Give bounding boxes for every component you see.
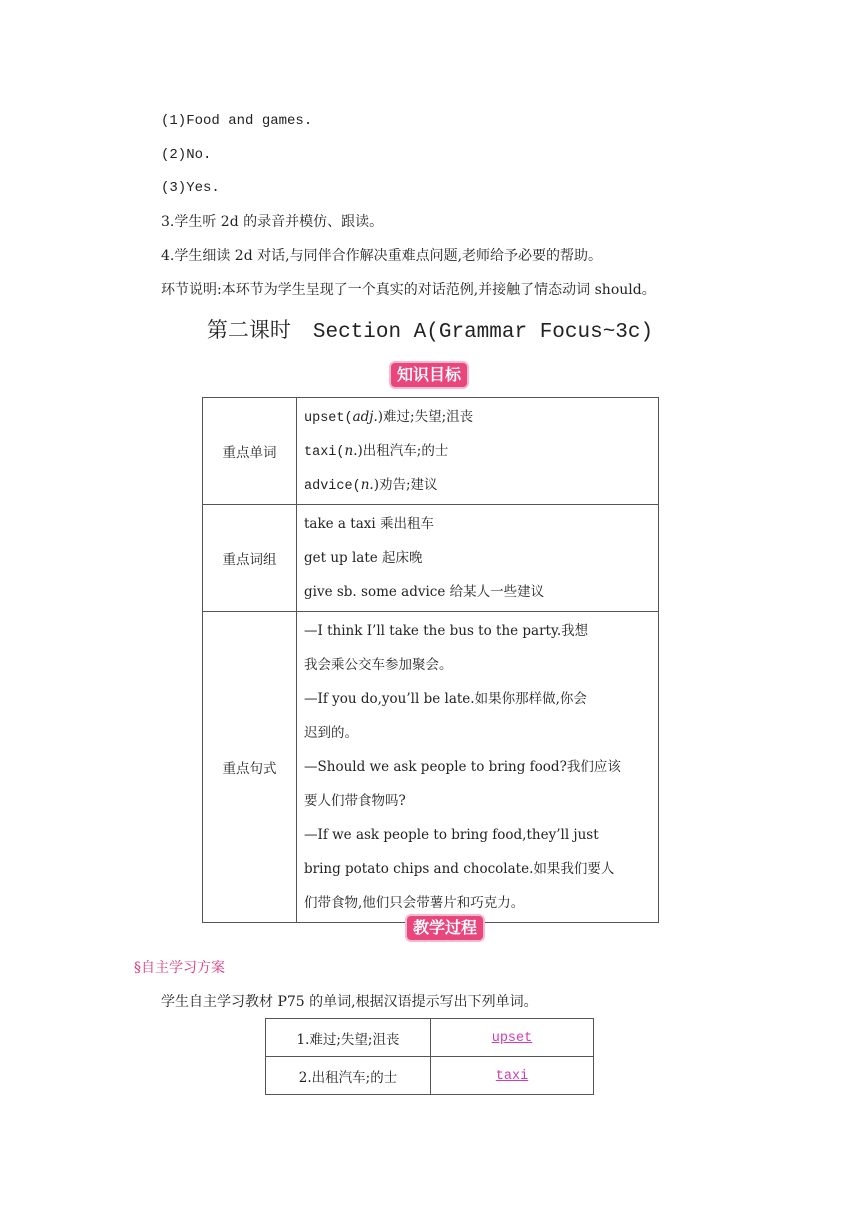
- sentence-line: 要人们带食物吗?: [304, 793, 406, 809]
- exercise-row: [266, 1057, 594, 1095]
- sentences-cell: [297, 612, 659, 923]
- word-pos: n.: [360, 477, 374, 493]
- word-meaning: )难过;失望;沮丧: [377, 409, 474, 425]
- answer-2: (2)No.: [161, 147, 212, 163]
- exercise-answer: upset: [491, 1031, 533, 1046]
- word-item: [304, 400, 658, 434]
- word-pos: n.: [344, 443, 358, 459]
- phrase-item: take a taxi 乘出租车: [304, 516, 434, 532]
- exercise-answer: taxi: [495, 1069, 529, 1084]
- exercise-answer-cell: [431, 1019, 594, 1057]
- lesson-title-cn: 第二课时: [206, 318, 291, 342]
- phrases-head: 重点词组: [203, 505, 297, 612]
- exercise-row: [266, 1019, 594, 1057]
- sentence-line: 我会乘公交车参加聚会。: [304, 657, 453, 673]
- phrases-cell: [297, 505, 659, 612]
- knowledge-table: [202, 397, 659, 923]
- sentence-line: —I think I’ll take the bus to the party.我想: [304, 623, 589, 639]
- phrases-row: [203, 505, 659, 612]
- exercise-prompt: 2.出租汽车;的士: [266, 1057, 431, 1095]
- words-head: 重点单词: [203, 398, 297, 505]
- phrase-item: give sb. some advice 给某人一些建议: [304, 584, 545, 600]
- lesson-title: [0, 316, 860, 347]
- lesson-title-en: Section A(Grammar Focus~3c): [312, 321, 654, 344]
- words-cell: [297, 398, 659, 505]
- word-meaning: )劝告;建议: [373, 477, 438, 493]
- section-note: 环节说明:本环节为学生呈现了一个真实的对话范例,并接触了情态动词 should。: [161, 282, 656, 298]
- word-text: upset(: [304, 411, 353, 426]
- word-item: [304, 468, 658, 502]
- answer-3: (3)Yes.: [161, 180, 220, 196]
- teaching-process-badge: 教学过程: [407, 916, 483, 940]
- word-text: taxi(: [304, 445, 345, 460]
- words-row: [203, 398, 659, 505]
- self-study-heading: §自主学习方案: [134, 960, 225, 976]
- vocab-exercise-table: [265, 1018, 594, 1095]
- self-study-instruction: 学生自主学习教材 P75 的单词,根据汉语提示写出下列单词。: [161, 994, 538, 1010]
- word-pos: adj.: [352, 409, 378, 425]
- sentence-line: 迟到的。: [304, 725, 358, 741]
- step-3: 3.学生听 2d 的录音并模仿、跟读。: [161, 214, 384, 230]
- exercise-answer-cell: [431, 1057, 594, 1095]
- word-meaning: )出租汽车;的士: [357, 443, 449, 459]
- knowledge-goals-badge: 知识目标: [391, 363, 467, 387]
- sentence-line: —If we ask people to bring food,they’ll just: [304, 827, 599, 843]
- exercise-prompt: 1.难过;失望;沮丧: [266, 1019, 431, 1057]
- answer-1: (1)Food and games.: [161, 113, 313, 129]
- sentences-head: 重点句式: [203, 612, 297, 923]
- sentences-row: [203, 612, 659, 923]
- sentence-line: —If you do,you’ll be late.如果你那样做,你会: [304, 691, 587, 707]
- word-text: advice(: [304, 479, 361, 494]
- sentence-line: —Should we ask people to bring food?我们应该: [304, 759, 621, 775]
- sentence-line: 们带食物,他们只会带薯片和巧克力。: [304, 895, 525, 911]
- phrase-item: get up late 起床晚: [304, 550, 423, 566]
- step-4: 4.学生细读 2d 对话,与同伴合作解决重难点问题,老师给予必要的帮助。: [161, 248, 603, 264]
- sentence-line: bring potato chips and chocolate.如果我们要人: [304, 861, 615, 877]
- word-item: [304, 434, 658, 468]
